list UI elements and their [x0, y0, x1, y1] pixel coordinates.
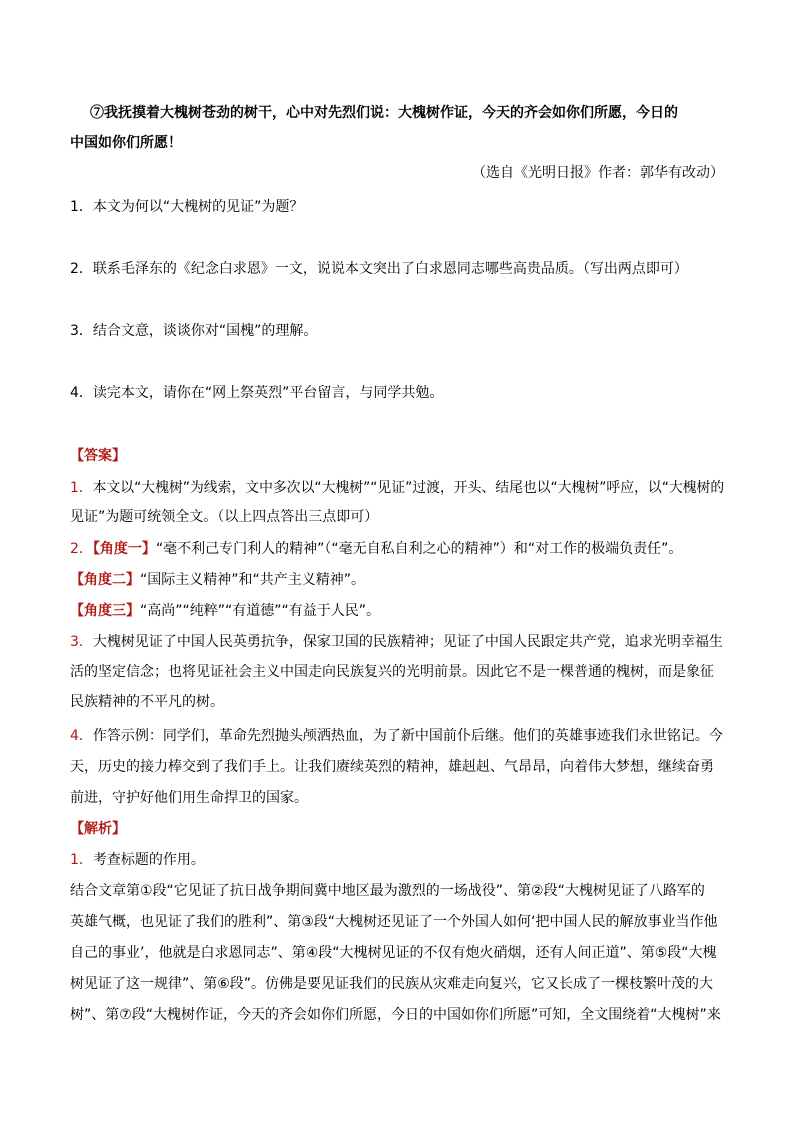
- analysis-line-4: 树见证了这一规律”、第⑥段”。仿佛是要见证我们的民族从灾难走向复兴，它又长成了一棵枝繁叶茂的大: [70, 976, 714, 992]
- answer-4-line-2: 天，历史的接力棒交到了我们手上。让我们赓续英烈的精神，雄赳赳、气昂昂，向着伟大梦想，继续奋勇: [70, 759, 714, 775]
- paragraph-7-line-2: 中国如你们所愿！: [70, 135, 182, 151]
- angle-1-tag: 【角度一】: [92, 541, 156, 557]
- answer-2-angle-1: 2．【角度一】“毫不利己专门利人的精神”（“毫无自私自利之心的精神”）和“对工作的极端负责任”。: [70, 541, 683, 557]
- analysis-line-2: 英雄气概，也见证了我们的胜利”、第③段“大槐树还见证了一个外国人如何‘把中国人民的解放事业当作他: [70, 914, 718, 930]
- answer-3-line-1: 3．大槐树见证了中国人民英勇抗争，保家卫国的民族精神；见证了中国人民跟定共产党，追求光明幸福生: [70, 634, 723, 650]
- question-2: 2．联系毛泽东的《纪念白求恩》一文，说说本文突出了白求恩同志哪些高贵品质。（写出两点即可）: [70, 261, 688, 277]
- answer-2-angle-3: 【角度三】“高尚”“纯粹”“有道德”“有益于人民”。: [70, 603, 381, 619]
- paragraph-7-line-1: ⑦我抚摸着大槐树苍劲的树干，心中对先烈们说：大槐树作证，今天的齐会如你们所愿，今日的: [90, 105, 678, 121]
- answer-3-line-2: 活的坚定信念；也将见证社会主义中国走向民族复兴的光明前景。因此它不是一棵普通的槐树，而是象征: [70, 664, 714, 680]
- answer-1-number: 1．: [70, 480, 93, 496]
- answer-heading: 【答案】: [70, 448, 126, 464]
- answer-1-line-2: 见证”为题可统领全文。（以上四点答出三点即可）: [70, 509, 379, 525]
- analysis-line-5: 树”、第⑦段“大槐树作证，今天的齐会如你们所愿，今日的中国如你们所愿”可知，全文围绕着“大槐树”来: [70, 1007, 721, 1023]
- answer-2-angle-2: 【角度二】“国际主义精神”和“共产主义精神”。: [70, 572, 366, 588]
- answer-3-number: 3．: [70, 634, 93, 650]
- answer-2-number: 2．: [70, 541, 93, 557]
- answer-4-line-3: 前进，守护好他们用生命捍卫的国家。: [70, 790, 308, 806]
- answer-1-line-1: 1．本文以“大槐树”为线索，文中多次以“大槐树”“见证”过渡，开头、结尾也以“大槐树”呼应，以“大槐树的: [70, 480, 725, 496]
- answer-4-number: 4．: [70, 728, 93, 744]
- angle-2-tag: 【角度二】: [70, 572, 140, 588]
- question-3: 3．结合文意，谈谈你对“国槐”的理解。: [70, 323, 318, 339]
- analysis-1-title: 1．考查标题的作用。: [70, 852, 205, 868]
- question-1: 1．本文为何以“大槐树的见证”为题？: [70, 199, 304, 215]
- analysis-1-number: 1．: [70, 852, 93, 868]
- answer-3-line-3: 民族精神的不平凡的树。: [70, 694, 224, 710]
- analysis-line-3: 自己的事业’，他就是白求恩同志”、第④段“大槐树见证的不仅有炮火硝烟，还有人间正道”、第⑤段“大槐: [70, 945, 717, 961]
- angle-3-tag: 【角度三】: [70, 603, 140, 619]
- analysis-line-1: 结合文章第①段“它见证了抗日战争期间冀中地区最为激烈的一场战役”、第②段“大槐树见证了八路军的: [70, 883, 705, 899]
- source-citation: （选自《光明日报》作者：郭华有改动）: [472, 165, 724, 181]
- analysis-heading: 【解析】: [70, 821, 126, 837]
- question-4: 4．读完本文，请你在“网上祭英烈”平台留言，与同学共勉。: [70, 385, 444, 401]
- answer-4-line-1: 4．作答示例：同学们，革命先烈抛头颅洒热血，为了新中国前仆后继。他们的英雄事迹我们永世铭记。今: [70, 728, 723, 744]
